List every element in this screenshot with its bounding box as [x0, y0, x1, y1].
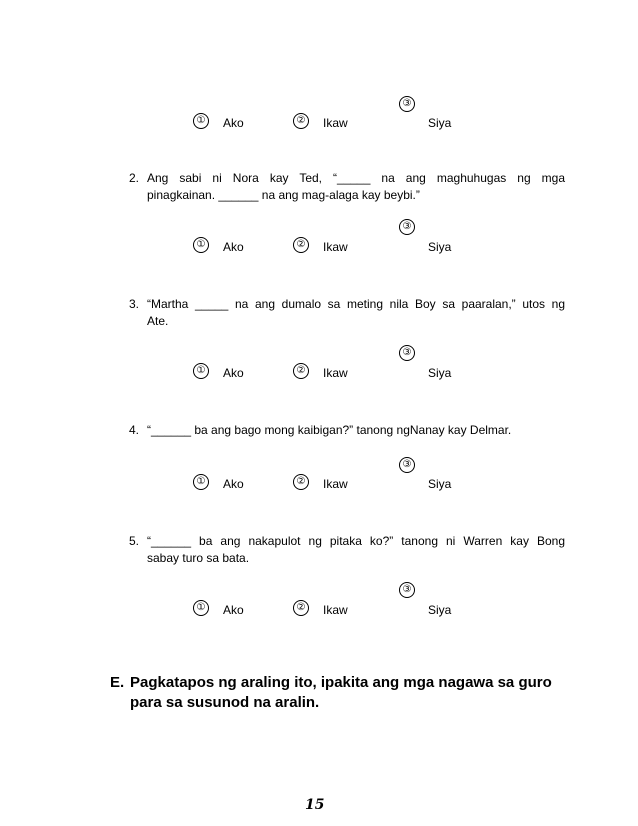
option-3-marker-icon[interactable]: ③: [399, 457, 415, 473]
option-2-marker-icon[interactable]: ②: [293, 237, 309, 253]
option-1-marker-icon[interactable]: ①: [193, 600, 209, 616]
option-2-label: Ikaw: [323, 477, 348, 491]
question-line-2: pinagkainan. ______ na ang mag-alaga kay beybi.”: [147, 188, 420, 202]
question-line-2: sabay turo sa bata.: [147, 551, 250, 565]
question-line-1: Ang sabi ni Nora kay Ted, “_____ na ang maghuhugas ng mga: [147, 171, 565, 185]
question-number: 4.: [129, 423, 140, 437]
option-2-label: Ikaw: [323, 240, 348, 254]
option-1-label: Ako: [223, 240, 244, 254]
option-3-marker-icon[interactable]: ③: [399, 345, 415, 361]
option-1-marker-icon[interactable]: ①: [193, 237, 209, 253]
section-e-line-1: Pagkatapos ng araling ito, ipakita ang mga nagawa sa guro: [130, 674, 552, 691]
option-3-label: Siya: [428, 240, 452, 254]
option-3-label: Siya: [428, 116, 452, 130]
question-number: 3.: [129, 297, 140, 311]
option-2-marker-icon[interactable]: ②: [293, 474, 309, 490]
option-3-label: Siya: [428, 603, 452, 617]
question-line-1: “Martha _____ na ang dumalo sa meting nila Boy sa paaralan,” utos ng: [147, 297, 565, 311]
section-label: E.: [110, 674, 125, 691]
page-number: 15: [305, 797, 325, 813]
option-2-marker-icon[interactable]: ②: [293, 363, 309, 379]
option-2-label: Ikaw: [323, 366, 348, 380]
question-text: [147, 422, 565, 439]
option-1-marker-icon[interactable]: ①: [193, 113, 209, 129]
option-2-marker-icon[interactable]: ②: [293, 600, 309, 616]
question-text: [147, 170, 565, 204]
option-2-label: Ikaw: [323, 603, 348, 617]
question-line-2: Ate.: [147, 314, 169, 328]
option-3-label: Siya: [428, 477, 452, 491]
question-number: 2.: [129, 171, 140, 185]
option-1-label: Ako: [223, 116, 244, 130]
question-text: [147, 533, 565, 567]
option-3-label: Siya: [428, 366, 452, 380]
option-1-label: Ako: [223, 366, 244, 380]
option-1-marker-icon[interactable]: ①: [193, 474, 209, 490]
question-line-1: “______ ba ang nakapulot ng pitaka ko?” tanong ni Warren kay Bong: [147, 534, 565, 548]
section-e-line-2: para sa susunod na aralin.: [130, 694, 320, 711]
option-1-label: Ako: [223, 477, 244, 491]
question-number: 5.: [129, 534, 140, 548]
option-1-label: Ako: [223, 603, 244, 617]
option-2-label: Ikaw: [323, 116, 348, 130]
option-2-marker-icon[interactable]: ②: [293, 113, 309, 129]
question-text: [147, 296, 565, 330]
option-3-marker-icon[interactable]: ③: [399, 96, 415, 112]
option-3-marker-icon[interactable]: ③: [399, 219, 415, 235]
option-3-marker-icon[interactable]: ③: [399, 582, 415, 598]
question-line-1: “______ ba ang bago mong kaibigan?” tanong ngNanay kay Delmar.: [147, 423, 512, 437]
option-1-marker-icon[interactable]: ①: [193, 363, 209, 379]
